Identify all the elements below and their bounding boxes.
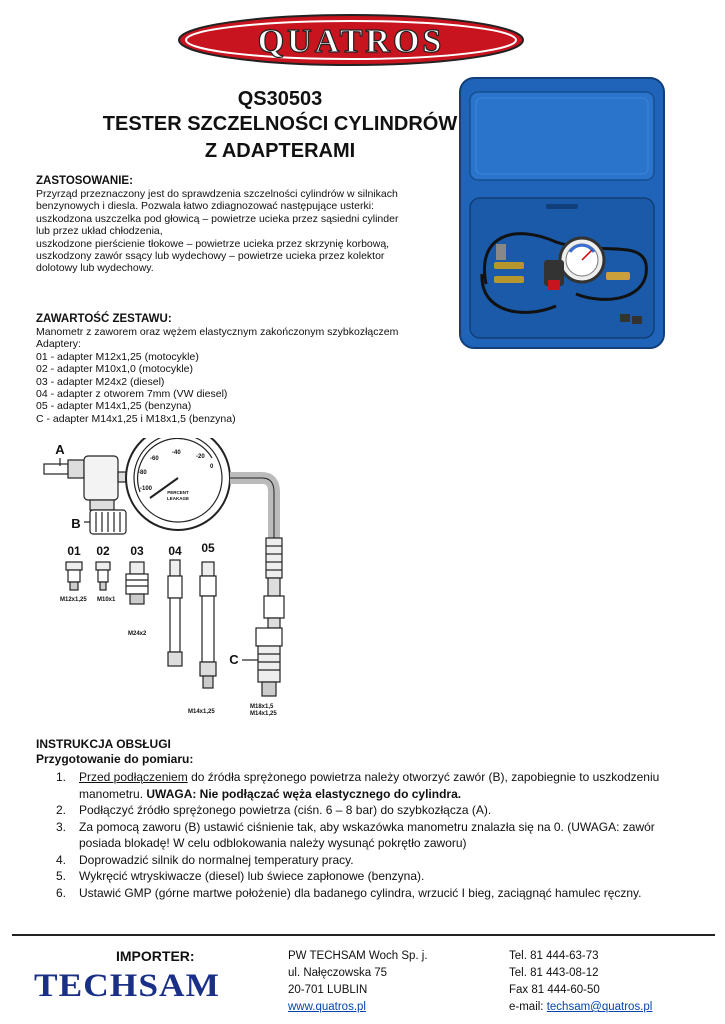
company-address (288, 948, 488, 1016)
instructions-heading: INSTRUKCJA OBSŁUGI (36, 737, 171, 751)
step-number: 3. (56, 819, 67, 834)
gauge-tick: 0 (210, 464, 214, 470)
instruction-step (36, 802, 696, 819)
step-number: 6. (56, 885, 67, 900)
gauge-tick: -100 (140, 486, 153, 492)
techsam-logo (32, 966, 228, 1000)
company-street: ul. Nałęczowska 75 (288, 967, 388, 979)
contents-heading: ZAWARTOŚĆ ZESTAWU: (36, 313, 172, 325)
step-text: Za pomocą zaworu (B) ustawić ciśnienie tak, aby wskazówka manometru znalazła się na 0. (UWAGA: zawór (79, 819, 655, 834)
quatros-logo (176, 12, 526, 68)
instructions-section (36, 737, 696, 901)
company-city: 20-701 LUBLIN (288, 984, 368, 996)
adapter-size: M10x1 (97, 597, 116, 603)
adapter-size: M12x1,25 (60, 597, 87, 603)
phone-2: Tel. 81 443-08-12 (509, 967, 599, 979)
usage-line: uszkodzone pierścienie tłokowe – powietrze ucieka przez skrzynię korbową, (36, 237, 390, 250)
product-case-image (456, 74, 668, 352)
usage-line: dolotowy lub wydechowy. (36, 262, 154, 275)
usage-line: benzynowych i diesla. Pozwala łatwo zdiagnozować następujące usterki: (36, 200, 374, 213)
step-text: Podłączyć źródło sprężonego powietrza (ciśn. 6 – 8 bar) do szybkozłącza (A). (79, 803, 492, 817)
adapter-number: 04 (168, 544, 182, 558)
contents-line: Adaptery: (36, 338, 81, 351)
importer-label: IMPORTER: (116, 948, 195, 964)
phone-1: Tel. 81 444-63-73 (509, 950, 599, 962)
step1-warning: UWAGA: Nie podłączać węża elastycznego do cylindra. (146, 786, 462, 801)
logo-text: QUATROS (257, 23, 445, 60)
contents-line: C - adapter M14x1,25 i M18x1,5 (benzyna) (36, 412, 236, 425)
website-link[interactable]: www.quatros.pl (288, 1001, 366, 1013)
gauge-tick: -40 (172, 450, 181, 456)
contents-line: 05 - adapter M14x1,25 (benzyna) (36, 400, 192, 413)
company-contacts (509, 948, 709, 1016)
footer-divider (12, 934, 715, 936)
adapter-c-size: M14x1,25 (250, 711, 277, 717)
step-number: 4. (56, 852, 67, 867)
step-number: 1. (56, 770, 67, 784)
page-subtitle: Z ADAPTERAMI (204, 140, 356, 162)
contents-section (36, 313, 436, 425)
instruction-step (36, 885, 696, 902)
step-text: Ustawić GMP (górne martwe położenie) dla badanego cylindra, wrzucić I bieg, zaciągnąć hamulec ręczny. (79, 885, 642, 900)
step1-underlined: Przed podłączeniem (79, 770, 188, 784)
tester-diagram (30, 438, 330, 723)
contents-line: 01 - adapter M12x1,25 (motocykle) (36, 350, 199, 363)
usage-line: lub przez układ chłodzenia, (36, 225, 163, 238)
label-a: A (55, 442, 65, 457)
usage-heading: ZASTOSOWANIE: (36, 175, 133, 187)
gauge-tick: -20 (196, 454, 205, 460)
model-number: QS30503 (237, 88, 323, 110)
page-title: TESTER SZCZELNOŚCI CYLINDRÓW (102, 113, 458, 135)
step1-line2: manometru. (79, 786, 147, 801)
company-name: PW TECHSAM Woch Sp. j. (288, 950, 428, 962)
usage-line: Przyrząd przeznaczony jest do sprawdzenia szczelności cylindrów w silnikach (36, 188, 398, 200)
gauge-text: PERCENT (167, 490, 189, 495)
email-label: e-mail: (509, 1001, 547, 1013)
contents-line: 04 - adapter z otworem 7mm (VW diesel) (36, 388, 228, 401)
gauge-text: LEAKAGE (166, 496, 190, 501)
step1-text: do źródła sprężonego powietrza należy otworzyć zawór (B), zapobiegnie to uszkodzeniu (187, 770, 660, 784)
label-b: B (71, 516, 81, 531)
contents-line: 02 - adapter M10x1,0 (motocykle) (36, 363, 193, 376)
gauge-tick: -80 (138, 470, 147, 476)
usage-line: uszkodzony zawór ssący lub wydechowy – powietrze ucieka przez kolektor (36, 250, 385, 263)
instruction-step (36, 819, 696, 852)
techsam-logo-text: TECHSAM (34, 968, 220, 1000)
fax: Fax 81 444-60-50 (509, 984, 600, 996)
gauge-tick: -60 (150, 456, 159, 462)
instruction-step (36, 852, 696, 869)
instruction-step (36, 868, 696, 885)
instructions-subheading: Przygotowanie do pomiaru: (36, 752, 194, 766)
adapter-number: 05 (201, 541, 215, 555)
adapter-number: 01 (67, 544, 81, 558)
step-number: 5. (56, 869, 67, 883)
step-text: Doprowadzić silnik do normalnej temperatury pracy. (79, 852, 354, 867)
adapter-size: M24x2 (128, 631, 147, 637)
step-number: 2. (56, 803, 67, 817)
adapter-number: 02 (96, 544, 110, 558)
instructions-list (36, 769, 696, 901)
usage-section (36, 175, 436, 275)
step3-line2: posiada blokadę! W celu odblokowania należy wysunąć pokrętło zaworu) (79, 836, 467, 850)
adapter-number: 03 (130, 544, 144, 558)
adapter-size: M14x1,25 (188, 709, 215, 715)
contents-line: Manometr z zaworem oraz wężem elastycznym zakończonym szybkozłączem (36, 326, 399, 338)
email-link[interactable]: techsam@quatros.pl (546, 1001, 653, 1013)
adapter-c-size: M18x1,5 (250, 704, 274, 710)
usage-line: uszkodzona uszczelka pod głowicą – powietrze ucieka przez sąsiedni cylinder (36, 212, 399, 225)
step-text: Wykręcić wtryskiwacze (diesel) lub świece zapłonowe (benzyna). (79, 869, 425, 883)
instruction-step (36, 769, 696, 802)
label-c: C (229, 652, 239, 667)
contents-line: 03 - adapter M24x2 (diesel) (36, 375, 165, 388)
